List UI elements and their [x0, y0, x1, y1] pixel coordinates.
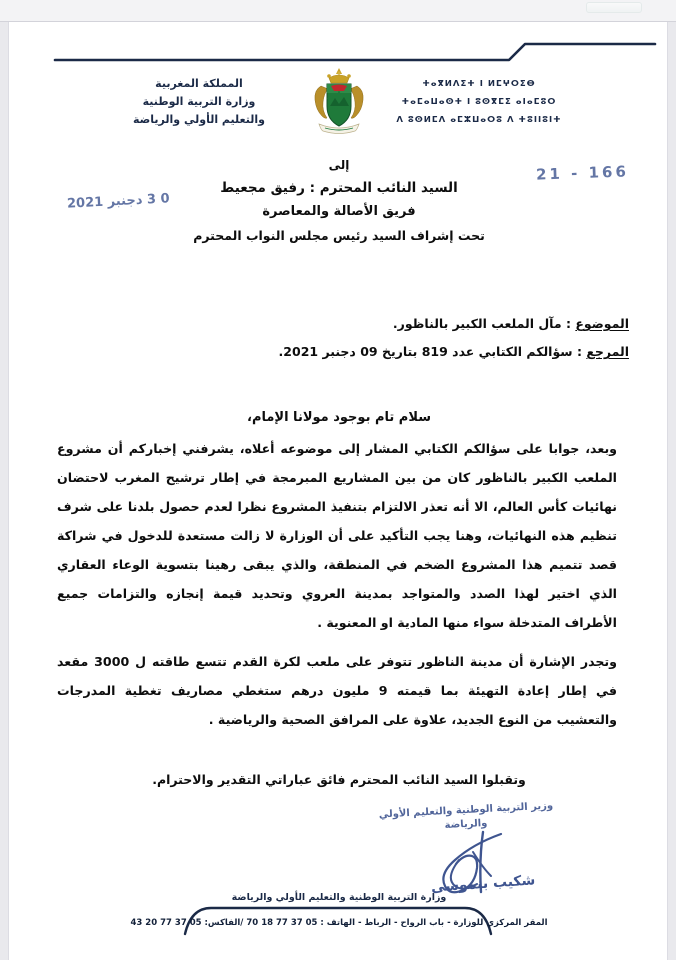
letterhead-ministry-tifinagh: ⵜⴰⵎⴰⵡⴰⵙⵜ ⵏ ⵓⵙⴳⵎⵉ ⴰⵏⴰⵎⵓⵔ [401, 97, 557, 107]
subject-value: : مآل الملعب الكبير بالناظور. [392, 316, 571, 331]
addressee-via: تحت إشراف السيد رئيس مجلس النواب المحترم [193, 228, 485, 243]
letterhead-ministry-ar2: والتعليم الأولي والرياضة [133, 113, 265, 126]
letterhead [9, 62, 668, 142]
subject-label: الموضوع [575, 316, 629, 331]
addressee-name: السيد النائب المحترم : رفيق مجعيط [220, 180, 458, 196]
signature-scribble [351, 830, 581, 896]
body-paragraph-1: وبعد، جوابا على سؤالكم الكتابي المشار إلى موضوعه أعلاه، يشرفني إخباركم أن مشروع الملعب الكبير بالناظور كان من بين المشاريع المبرمجة في إطار ترشيح المغرب لاحتضان نهائيات كأس العالم، الا أنه تعذر الالتزام بتنفيذ المشروع نظرا لعدم حصول بلدنا على شرف تنظيم هذه النهائيات، وهنا يجب التأكيد على أن الوزارة لا زالت مستعدة للدخول في شراكة قصد تتميم هذا المشروع الضخم في المنطقة، والذي يبقى رهينا بتسوية الوعاء العقاري الذي اختير لهذا الصدد والمتواجد بمدينة العروي وتحديد قيمة إنجازه والتزامات جميع الأطراف المتدخلة سواء منها المادية او المعنوية . [57, 441, 617, 630]
handwritten-date-stamp: 0 3 دجنبر 2021 [66, 191, 170, 212]
signatory-name: شكيب بنموسى [430, 872, 536, 896]
letter-meta [39, 310, 629, 366]
signatory-title-line1: وزير التربية الوطنية والتعليم الأولي [378, 800, 554, 821]
salutation: سلام تام بوجود مولانا الإمام، [247, 410, 431, 425]
letterhead-kingdom-ar: المملكة المغربية [155, 77, 243, 90]
chrome-pill-element [586, 2, 642, 13]
window-top-chrome [0, 0, 676, 22]
signatory-title-line2: والرياضة [444, 817, 488, 832]
reference-row [39, 338, 629, 366]
addressee-to-label: إلى [328, 158, 350, 172]
document-page [8, 22, 668, 960]
letterhead-kingdom-tifinagh: ⵜⴰⴳⵍⴷⵉⵜ ⵏ ⵍⵎⵖⵔⵉⴱ [422, 79, 536, 89]
letter-body [57, 434, 617, 734]
addressee-block [9, 154, 668, 248]
reference-value: : سؤالكم الكتابي عدد 819 بتاريخ 09 دجنبر 2021. [278, 344, 582, 359]
footer-ministry-name: وزارة التربية الوطنية والتعليم الأولي والرياضة [231, 892, 447, 903]
footer-contact-line: المقر المركزي للوزارة - باب الرواح - الرباط - الهاتف : 05 37 77 18 70 /الفاكس: 05 37 77 20 43 [130, 918, 548, 928]
letterhead-arabic [99, 75, 299, 129]
signature-block [351, 800, 581, 896]
body-paragraph-2: وتجدر الإشارة أن مدينة الناظور تتوفر على ملعب لكرة القدم تتسع طاقته ل 3000 مقعد في إطار إعادة التهيئة بما قيمته 9 مليون درهم ستغطي مصاريف تغطية المدرجات والتعشيب من النوع الجديد، علاوة على المرافق الصحية والرياضية . [57, 654, 617, 727]
letterhead-ministry-ar: وزارة التربية الوطنية [142, 95, 256, 108]
letterhead-tifinagh [379, 75, 579, 129]
letterhead-ministry-tifinagh2: ⴷ ⵓⵙⵍⵎⴷ ⴰⵎⵣⵡⴰⵔⵓ ⴷ ⵜⵓⵏⵏⵓⵏⵜ [396, 115, 562, 125]
closing-line: وتقبلوا السيد النائب المحترم فائق عباراتي التقدير والاحترام. [152, 772, 526, 787]
reference-label: المرجع [586, 344, 629, 359]
subject-row [39, 310, 629, 338]
handwritten-reference-number: 166 - 21 [535, 162, 630, 184]
page-footer [9, 890, 668, 932]
morocco-coat-of-arms-icon [303, 62, 375, 142]
addressee-party: فريق الأصالة والمعاصرة [262, 204, 416, 219]
